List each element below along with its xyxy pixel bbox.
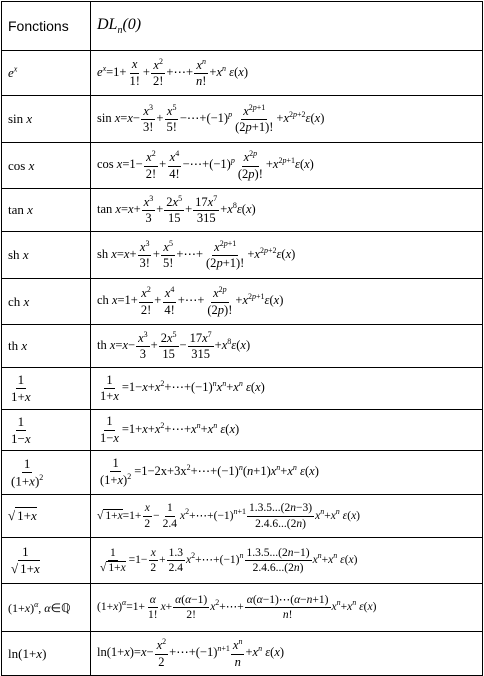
row-inv-sqrt (2, 538, 483, 584)
formula: th x=x− $\frac{x^3}{3}$ + $\frac{2x^5}{15}$ − $\frac{17x^7}{315}$ $+x^8\varepsilon(x)$ (97, 329, 251, 362)
formula: $\frac{1}{1-x}$ (11, 413, 31, 446)
row-power (2, 584, 483, 632)
formula: √ 1+x=1+ $\frac{x}{2}$ − $\frac{1}{2.4}$ $x^2+\cdots+(-1)^{n+1}$ $\frac{1.3.5...(2n-3)}{2.4.6...(2n)}$ $x^n+x^n$ ε(x) (97, 502, 361, 530)
expansion-cell (91, 451, 483, 495)
row-exp (2, 51, 483, 96)
formula: cos x=1− $\frac{x^2}{2!}$ + $\frac{x^4}{4!}$ $-\cdots+(-1)^p$ $\frac{x^{2p}}{(2p)!}$ $+x^{2p+1}\varepsilon(x)$ (97, 149, 314, 181)
expansion-cell (91, 189, 483, 232)
header-dl-arg: (0) (122, 15, 142, 33)
header-dl (91, 2, 483, 51)
header-dl-sub: n (117, 25, 123, 37)
formula: ln(1+x) (8, 645, 47, 661)
expansion-cell (91, 495, 483, 538)
formula: √ 1+x (8, 508, 37, 523)
formula: $\frac{1}{√ 1+x}$ (11, 544, 40, 576)
function-cell (2, 584, 91, 632)
formula: sh x=x+ $\frac{x^3}{3!}$ + $\frac{x^5}{5!}$ +⋯+ $\frac{x^{2p+1}}{(2p+1)!}$ $+x^{2p+2}\varepsilon(x)$ (97, 238, 296, 271)
expansion-cell (91, 538, 483, 584)
formula: ch x (8, 293, 30, 309)
formula: $\frac{1}{1+x}$ $=1-x+x^2+\cdots+(-1)^nx^n+x^n$ ε(x) (100, 372, 265, 403)
function-cell (2, 232, 91, 279)
formula: $(1+x)^\alpha$, α∈ℚ (8, 599, 71, 615)
row-th (2, 325, 483, 368)
function-cell (2, 96, 91, 143)
row-sqrt (2, 495, 483, 538)
formula: tan x (8, 202, 33, 217)
formula: $\frac{1}{√ 1+x}$ =1− $\frac{x}{2}$ + $\frac{1.3}{2.4}$ $x^2+\cdots+(-1)^n$ $\frac{1.3.5...(2n-1)}{2.4.6...(2n)}$ $x^n+x^n$ ε(x) (100, 546, 358, 574)
function-cell (2, 189, 91, 232)
row-inv-sq (2, 451, 483, 495)
expansion-cell (91, 368, 483, 410)
function-cell (2, 51, 91, 96)
function-cell (2, 143, 91, 189)
row-cos (2, 143, 483, 189)
expansion-cell (91, 584, 483, 632)
expansion-cell (91, 143, 483, 189)
row-sin (2, 96, 483, 143)
expansion-cell (91, 279, 483, 325)
row-inv-1mx (2, 410, 483, 451)
function-cell (2, 632, 91, 676)
header-functions: Fonctions (2, 2, 91, 51)
function-cell (2, 451, 91, 495)
function-cell (2, 279, 91, 325)
function-cell (2, 495, 91, 538)
row-inv-1px (2, 368, 483, 410)
row-ln (2, 632, 483, 676)
expansion-cell (91, 96, 483, 143)
function-cell (2, 538, 91, 584)
formula: $\frac{1}{1+x}$ (11, 372, 31, 404)
formula: ln(1+x)=x− $\frac{x^2}{2}$ $+\cdots+(-1)^{n+1}$ $\frac{x^n}{n}$ $+x^n$ ε(x) (97, 637, 285, 669)
formula: ch x=1+ $\frac{x^2}{2!}$ + $\frac{x^4}{4!}$ +⋯+ $\frac{x^{2p}}{(2p)!}$ $+x^{2p+1}\varepsilon(x)$ (97, 285, 284, 317)
expansion-cell (91, 325, 483, 368)
formula: $\frac{1}{1-x}$ $=1+x+x^2+\cdots+x^n+x^n$ ε(x) (100, 414, 240, 445)
formula: sin x=x− $\frac{x^3}{3!}$ + $\frac{x^5}{5!}$ $-\cdots+(-1)^p$ $\frac{x^{2p+1}}{(2p+1)!}$ $+x^{2p+2}\varepsilon(x)$ (97, 102, 325, 135)
taylor-expansion-table (1, 1, 483, 676)
function-cell (2, 410, 91, 451)
formula: th x (8, 338, 28, 353)
expansion-cell (91, 51, 483, 96)
formula: $\frac{1}{(1+x)^2}$ $=1-2x+3x^2+\cdots+(-1)^n(n+1)x^n+x^n$ ε(x) (100, 456, 319, 488)
formula: $e^x=1+$ $\frac{x}{1!}$ + $\frac{x^2}{2!}$ +⋯+ $\frac{x^n}{n!}$ $+x^n$ ε(x) (97, 56, 249, 89)
formula: $e^x$ (8, 64, 18, 81)
expansion-cell (91, 632, 483, 676)
row-sh (2, 232, 483, 279)
formula: sin x (8, 111, 33, 126)
expansion-cell (91, 410, 483, 451)
formula: tan x=x+ $\frac{x^3}{3}$ + $\frac{2x^5}{15}$ + $\frac{17x^7}{315}$ $+x^8\varepsilon(x)$ (97, 193, 256, 226)
formula: sh x (8, 247, 29, 262)
formula: cos x (8, 157, 35, 173)
expansion-cell (91, 232, 483, 279)
header-dl-label: DL (97, 15, 118, 33)
formula: $\frac{1}{(1+x)^2}$ (11, 456, 44, 489)
function-cell (2, 368, 91, 410)
row-tan (2, 189, 483, 232)
header-row (2, 2, 483, 51)
function-cell (2, 325, 91, 368)
row-ch (2, 279, 483, 325)
formula: $(1+x)^\alpha=1+$ $\frac{\alpha}{1!}$ x+ $\frac{\alpha(\alpha-1)}{2!}$ $x^2+\cdots+$ $\frac{\alpha(\alpha-1)\cdots(\alpha-n+1)}{n!}$ $x^n+x^n$ ε(x) (97, 593, 377, 621)
